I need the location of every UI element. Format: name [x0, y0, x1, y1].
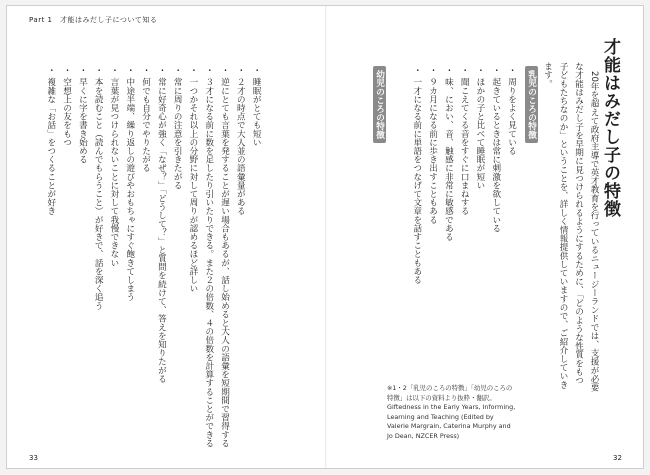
list-item-text: 本を読むこと（読んでもらうこと）が好きで、話を深く追う: [93, 77, 104, 310]
bullet-icon: ・: [124, 66, 135, 75]
footnote-line: Giftedness in the Early Years, Informing,: [387, 403, 516, 412]
list-item: [229, 66, 245, 447]
list-item-text: 中途半端、繰り返しの遊びやおもちゃにすぐ飽きてしまう: [124, 77, 135, 302]
bullet-icon: ・: [77, 66, 88, 75]
bullet-icon: ・: [506, 66, 517, 75]
list-item: [244, 66, 260, 447]
bullet-icon: ・: [108, 66, 119, 75]
footnote-line: Valerie Margrain, Caterina Murphy and: [387, 422, 511, 431]
list-item-text: ３才になる前に数を足したり引いたりできる。また２の倍数、４の倍数を計算することができる: [203, 77, 214, 448]
list-item-text: 聞こえてくる音をすぐに口まねする: [459, 77, 470, 216]
list-item: [55, 66, 71, 447]
list-item-text: 何でも自分でやりたがる: [140, 77, 151, 173]
list-item: [150, 66, 166, 447]
bullet-icon: ・: [427, 66, 438, 75]
list-item: [484, 66, 500, 284]
bullet-icon: ・: [459, 66, 470, 75]
bullet-icon: ・: [140, 66, 151, 75]
bullet-icon: ・: [490, 66, 501, 75]
bullet-icon: ・: [474, 66, 485, 75]
footnote: [387, 384, 547, 442]
page-title: 才能はみだし子の特徴: [600, 38, 620, 218]
list-item-text: 味、におい、音、触感に非常に敏感である: [443, 77, 454, 242]
bullet-icon: ・: [45, 66, 56, 75]
intro-paragraph: [539, 62, 601, 392]
list-item: [118, 66, 134, 447]
section-label-toddler: 幼児のころの特徴: [373, 66, 386, 143]
bullet-icon: ・: [251, 66, 262, 75]
list-item-text: 常に好奇心が強く「なぜ？」「どうして？」と質問を続けて、答えを知りたがる: [156, 77, 167, 383]
intro-text: 20年を超えて政府主導で英才教育を行っているニュージーランドでは、支援が必要な才能はみだし子を早期に見つけられるようにするために、「どのような性質をもつ子どもたちなのか」ということを、詳しく情報提供していますので、ご紹介していきます。: [542, 62, 599, 392]
bullet-icon: ・: [156, 66, 167, 75]
page-number-right: 32: [613, 454, 622, 462]
list-item-text: 一つかそれ以上の分野に対して周りが認めるほど詳しい: [187, 77, 198, 293]
bullet-icon: ・: [203, 66, 214, 75]
list-item-text: ２才の時点で大人並の語彙量がある: [235, 77, 246, 216]
footnote-line: Learning and Teaching (Edited by: [387, 412, 494, 421]
list-item: [468, 66, 484, 284]
page-number-left: 33: [29, 454, 38, 462]
list-item-text: 周りをよく見ている: [506, 77, 517, 156]
bullet-icon: ・: [219, 66, 230, 75]
bullet-icon: ・: [235, 66, 246, 75]
list-item-text: 言葉が見つけられないことに対して我慢できない: [108, 77, 119, 267]
list-item-text: 早くに字を書き始める: [77, 77, 88, 164]
list-item-text: 複雑な「お話」をつくることが好き: [45, 77, 56, 216]
bullet-icon: ・: [93, 66, 104, 75]
list-item-text: 一才になる前に単語をつなげて文章を話すこともある: [411, 77, 422, 285]
list-item: [500, 66, 516, 284]
list-item-text: ほかの子と比べて睡眠が短い: [474, 77, 485, 190]
list-item: [405, 66, 421, 284]
list-item-text: 逆にとても言葉を発することが遅い場合もあるが、話し始めると大人の語彙を短期間で習得する: [219, 77, 230, 448]
footnote-line: ※1・2「乳児のころの特徴」「幼児のころの: [387, 384, 513, 392]
running-head: Part 1 才能はみだし子について知る: [29, 16, 158, 24]
section-label-infant: 乳児のころの特徴: [525, 66, 538, 143]
bullet-icon: ・: [443, 66, 454, 75]
footnote-line: 特徴」は以下の資料より抜粋・翻訳。: [387, 393, 496, 402]
list-item: [165, 66, 181, 447]
list-item: [197, 66, 213, 447]
list-item: [452, 66, 468, 284]
list-item: [213, 66, 229, 447]
list-item: [437, 66, 453, 284]
list-item: [102, 66, 118, 447]
toddler-traits-list: [39, 66, 260, 447]
bullet-icon: ・: [172, 66, 183, 75]
list-item-text: 空想上の友をもつ: [61, 77, 72, 147]
book-spread: [6, 5, 644, 469]
list-item: [181, 66, 197, 447]
list-item: [39, 66, 55, 447]
list-item-text: 起きているときは常に刺激を欲している: [490, 77, 501, 233]
list-item-text: ９カ月になる前に歩き出すこともある: [427, 77, 438, 224]
bullet-icon: ・: [187, 66, 198, 75]
bullet-icon: ・: [61, 66, 72, 75]
list-item: [86, 66, 102, 447]
list-item: [134, 66, 150, 447]
list-item: [71, 66, 87, 447]
list-item: [421, 66, 437, 284]
list-item-text: 睡眠がとても短い: [251, 77, 262, 147]
infant-traits-list: [405, 66, 516, 284]
bullet-icon: ・: [411, 66, 422, 75]
list-item-text: 常に周りの注意を引きたがる: [172, 77, 183, 190]
page-gutter: [325, 6, 327, 468]
footnote-line: Jo Dean, NZCER Press): [387, 431, 460, 440]
